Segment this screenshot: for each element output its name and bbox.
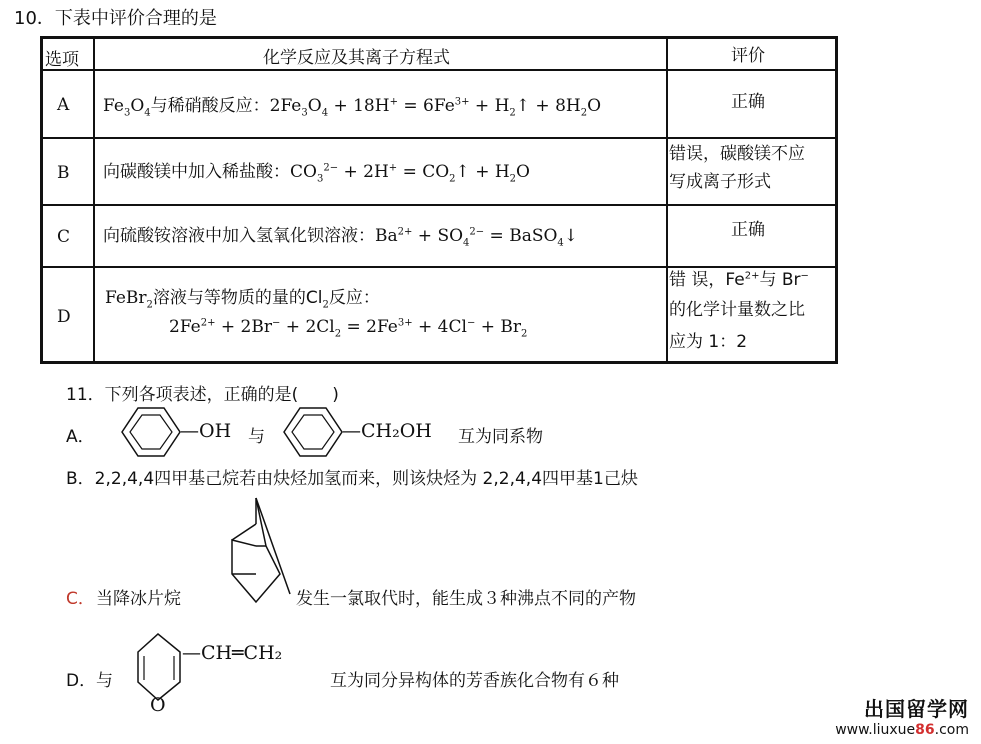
row-c-eval: 正确 [731, 220, 765, 240]
vinyl-group: —CH═CH₂ [182, 642, 283, 664]
option-d-post: 互为同分异构体的芳香族化合物有６种 [330, 671, 619, 691]
row-a-equation: $Fe_3O_4$与稀硝酸反应：$2Fe_3O_4 + 18H^+ = 6Fe^{3+}$ + $H_2↑ + 8H_2O$ [103, 96, 602, 119]
row-a-option: A [57, 95, 70, 115]
table-rule [43, 69, 835, 71]
option-d-label: D． [66, 671, 97, 691]
row-b-eval-line1: 错误，碳酸镁不应 [669, 144, 805, 164]
header-option: 选项 [45, 50, 79, 70]
option-b-text: B．2,2,4,4四甲基己烷若由炔烃加氢而来，则该炔烃为 2,2,4,4四甲基1己炔 [66, 469, 638, 489]
row-d-option: D [57, 307, 71, 327]
option-a-text: 互为同系物 [458, 427, 543, 447]
watermark-title: 出国留学网 [864, 697, 969, 721]
question-11-title: 11．下列各项表述，正确的是( ) [66, 385, 339, 405]
site-watermark [835, 693, 969, 738]
row-d-eval-line2: 的化学计量数之比 [669, 300, 805, 320]
option-a-and: 与 [248, 427, 265, 447]
table-rule [93, 39, 95, 361]
evaluation-table [40, 36, 838, 364]
row-b-option: B [57, 163, 70, 183]
option-a-label: A． [66, 427, 95, 447]
option-c-label: C． [66, 589, 95, 609]
header-eval: 评价 [731, 46, 765, 66]
hydroxyl-group: —OH [180, 420, 232, 442]
row-c-option: C [57, 227, 71, 247]
row-b-equation: 向碳酸镁中加入稀盐酸：$CO_3^{2-} + 2H^+$ = $CO_2↑ + H_2O$ [103, 162, 530, 185]
row-a-eval: 正确 [731, 92, 765, 112]
benzene-ring-phenol [104, 404, 184, 460]
option-d-pre: 与 [96, 671, 113, 691]
watermark-url: www.liuxue86.com [835, 722, 969, 738]
row-c-equation: 向硫酸铵溶液中加入氢氧化钡溶液：$Ba^{2+} + SO_4^{2-}$ = BaSO$_4$↓ [103, 226, 579, 249]
question-10-title: 10．下表中评价合理的是 [14, 8, 217, 29]
header-reaction: 化学反应及其离子方程式 [263, 48, 450, 68]
ring-oxygen-atom: O [150, 694, 166, 716]
norbornane-structure [210, 494, 300, 606]
row-d-eval-line1: 错 误，$Fe^{2+}$与 Br− [669, 270, 809, 290]
row-d-eval-line3: 应为 1：2 [669, 332, 748, 352]
hydroxymethyl-group: —CH₂OH [342, 420, 432, 442]
row-b-eval-line2: 写成离子形式 [669, 172, 771, 192]
row-d-equation-line1: FeBr$_2$溶液与等物质的量的$Cl_2$反应： [105, 288, 380, 311]
table-rule [666, 39, 668, 361]
option-c-pre: 当降冰片烷 [96, 589, 181, 609]
option-c-post: 发生一氯取代时，能生成３种沸点不同的产物 [296, 589, 636, 609]
table-rule [43, 204, 835, 206]
row-d-equation-line2: $2Fe^{2+} + 2Br^- + 2Cl_2 = 2Fe^{3+} + 4Cl^- + Br_2$ [169, 317, 528, 340]
